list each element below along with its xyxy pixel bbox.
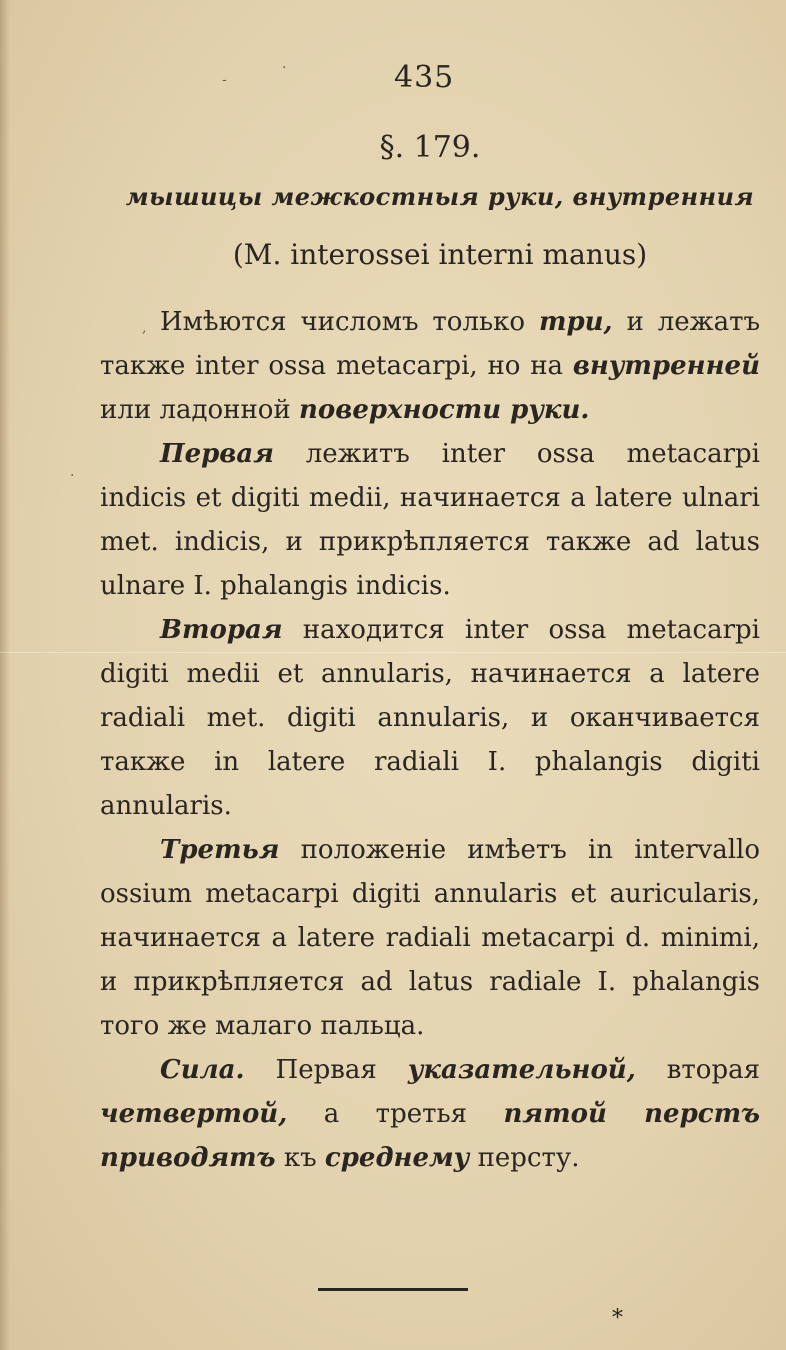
paragraph-second-muscle [100, 608, 760, 828]
emphasis-run: поверхности руки. [299, 395, 590, 425]
emphasis-run: три, [538, 307, 613, 337]
text-run: положеніе имѣетъ in intervallo ossium metacarpi digiti annularis et auricularis, начинается a latere radiali metacarpi d. minimi, и прикрѣпляется ad latus radiale I. phalangis того же малаго пальца. [100, 835, 760, 1041]
ink-speck: · [282, 60, 287, 76]
emphasis-run: Третья [160, 835, 280, 865]
emphasis-run: Вторая [160, 615, 283, 645]
text-run: а третья [287, 1099, 504, 1129]
emphasis-run: Сила. [160, 1055, 245, 1085]
emphasis-run: Первая [160, 439, 274, 469]
emphasis-run: пятой перстъ [503, 1099, 760, 1129]
section-subheading-latin: (M. interossei interni manus) [232, 238, 648, 271]
text-run: находится inter ossa metacarpi digiti medii et annularis, начинается a latere radiali met. digiti annularis, и оканчивается также in latere radiali I. phalangis digiti annularis. [100, 615, 760, 821]
emphasis-run: указательной, [407, 1055, 636, 1085]
page-number: 435 [394, 60, 455, 95]
emphasis-run: внутренней [572, 351, 760, 381]
section-number: §. 179. [379, 130, 481, 165]
emphasis-run: приводятъ [100, 1143, 276, 1173]
text-run: и лежатъ также inter ossa metacarpi, но на [100, 307, 761, 381]
text-run: къ [275, 1143, 325, 1173]
page-edge-shadow [0, 0, 10, 1350]
body-text [100, 300, 760, 1180]
emphasis-run: среднему [324, 1143, 470, 1173]
paragraph-intro [100, 300, 760, 432]
text-run: Имѣются числомъ только [160, 307, 539, 337]
paragraph-first-muscle [100, 432, 760, 608]
ink-speck: , [142, 320, 147, 336]
paragraph-third-muscle [100, 828, 760, 1048]
ink-speck: · [70, 468, 75, 484]
section-heading: мышицы межкостныя руки, внутренния [125, 182, 755, 211]
text-run: лежитъ inter ossa metacarpi indicis et digiti medii, начинается a latere ulnari met. indicis, и прикрѣпляется также ad latus ulnare I. phalangis indicis. [100, 439, 760, 601]
footer-mark: * [612, 1306, 623, 1331]
end-rule [318, 1288, 468, 1291]
ink-speck: - [222, 72, 227, 88]
text-run: или ладонной [100, 395, 300, 425]
emphasis-run: четвертой, [100, 1099, 288, 1129]
paragraph-action [100, 1048, 760, 1180]
text-run: Первая [244, 1055, 408, 1085]
text-run: вторая [635, 1055, 760, 1085]
text-run: персту. [469, 1143, 580, 1173]
